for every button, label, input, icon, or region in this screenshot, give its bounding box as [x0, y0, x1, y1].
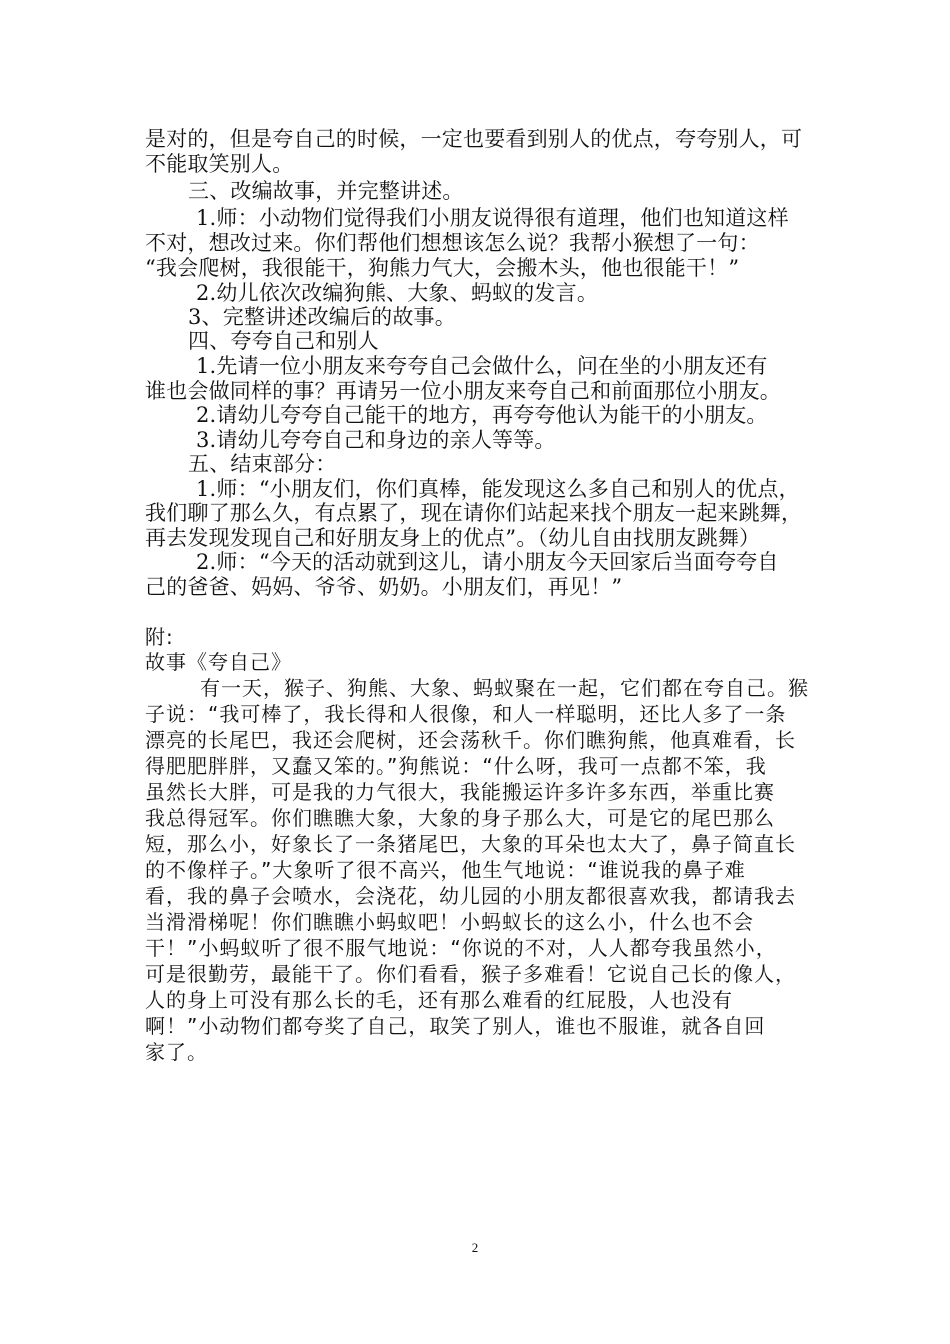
story-line: 干！”小蚂蚁听了很不服气地说：“你说的不对，人人都夸我虽然小， — [145, 936, 777, 960]
story-line: 当滑滑梯呢！你们瞧瞧小蚂蚁吧！小蚂蚁长的这么小，什么也不会 — [145, 910, 754, 934]
paragraph-line: “我会爬树，我很能干，狗熊力气大，会搬木头，他也很能干！” — [145, 256, 740, 280]
story-line: 漂亮的长尾巴，我还会爬树，还会荡秋千。你们瞧狗熊，他真难看，长 — [145, 728, 796, 752]
paragraph-line: 不能取笑别人。 — [145, 152, 294, 176]
paragraph-line: 3、完整讲述改编后的故事。 — [188, 305, 456, 329]
paragraph-line: 谁也会做同样的事？再请另一位小朋友来夸自己和前面那位小朋友。 — [145, 379, 781, 403]
section-heading: 三、改编故事，并完整讲述。 — [188, 179, 464, 203]
story-title: 故事《夸自己》 — [145, 650, 292, 674]
paragraph-line: 2.请幼儿夸夸自己能干的地方，再夸夸他认为能干的小朋友。 — [196, 403, 768, 427]
paragraph-line: 我们聊了那么久，有点累了，现在请你们站起来找个朋友一起来跳舞， — [145, 501, 803, 525]
story-line: 的不像样子。”大象听了很不高兴，他生气地说：“谁说我的鼻子难 — [145, 858, 746, 882]
story-line: 啊！”小动物们都夸奖了自己，取笑了别人，谁也不服谁，就各自回 — [145, 1014, 766, 1038]
story-line: 我总得冠军。你们瞧瞧大象，大象的身子那么大，可是它的尾巴那么 — [145, 806, 775, 830]
paragraph-line: 1.先请一位小朋友来夸夸自己会做什么，问在坐的小朋友还有 — [196, 354, 768, 378]
story-line: 短，那么小，好象长了一条猪尾巴，大象的耳朵也太大了，鼻子简直长 — [145, 832, 796, 856]
appendix-label: 附: — [145, 625, 174, 649]
story-line: 家了。 — [145, 1040, 208, 1064]
paragraph-line: 不对，想改过来。你们帮他们想想该怎么说？我帮小猴想了一句： — [145, 231, 760, 255]
paragraph-line: 是对的，但是夸自己的时候，一定也要看到别人的优点，夸夸别人，可 — [145, 127, 803, 151]
paragraph-line: 己的爸爸、妈妈、爷爷、奶奶。小朋友们，再见！” — [145, 575, 623, 599]
page-number: 2 — [471, 1240, 479, 1255]
paragraph-line: 2.幼儿依次改编狗熊、大象、蚂蚁的发言。 — [196, 281, 599, 305]
paragraph-line: 再去发现发现自己和好朋友身上的优点”。（幼儿自由找朋友跳舞） — [145, 526, 761, 550]
paragraph-line: 1.师：“小朋友们，你们真棒，能发现这么多自己和别人的优点， — [196, 477, 800, 501]
story-line: 人的身上可没有那么长的毛，还有那么难看的红屁股，人也没有 — [145, 988, 733, 1012]
section-heading: 五、结束部分： — [188, 452, 337, 476]
paragraph-line: 3.请幼儿夸夸自己和身边的亲人等等。 — [196, 428, 556, 452]
story-line: 虽然长大胖，可是我的力气很大，我能搬运许多许多东西，举重比赛 — [145, 780, 775, 804]
story-line: 可是很勤劳，最能干了。你们看看，猴子多难看！它说自己长的像人， — [145, 962, 796, 986]
story-line: 有一天，猴子、狗熊、大象、蚂蚁聚在一起，它们都在夸自己。猴 — [200, 676, 809, 700]
paragraph-line: 1.师：小动物们觉得我们小朋友说得很有道理，他们也知道这样 — [196, 206, 789, 230]
paragraph-line: 2.师：“今天的活动就到这儿，请小朋友今天回家后当面夸夸自 — [196, 550, 779, 574]
story-line: 得肥肥胖胖，又蠢又笨的。”狗熊说：“什么呀，我可一点都不笨，我 — [145, 754, 767, 778]
story-line: 子说：“我可棒了，我长得和人很像，和人一样聪明，还比人多了一条 — [145, 702, 787, 726]
section-heading: 四、夸夸自己和别人 — [188, 329, 379, 353]
story-line: 看，我的鼻子会喷水，会浇花，幼儿园的小朋友都很喜欢我，都请我去 — [145, 884, 796, 908]
